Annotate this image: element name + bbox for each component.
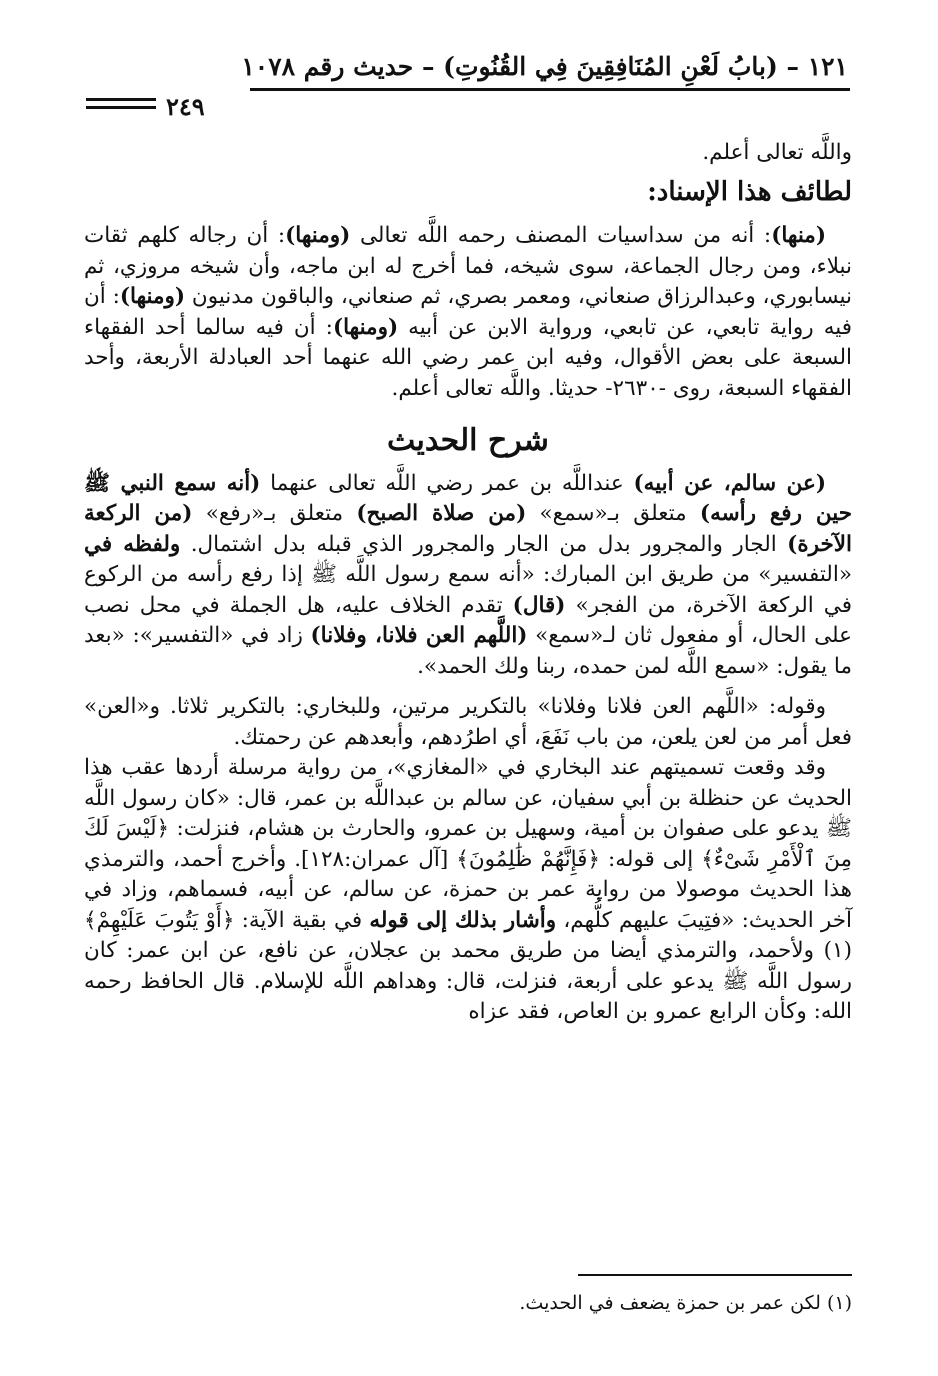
- closing-line: واللَّه تعالى أعلم.: [702, 140, 852, 165]
- sharh-text: عنداللَّه بن عمر رضي اللَّه تعالى عنهما: [260, 470, 634, 496]
- footnote-rule: [578, 1274, 852, 1276]
- lead-marker: (ومنها): [332, 314, 399, 340]
- bold-phrase: (من الركعة الآخرة): [84, 501, 852, 557]
- sharh-paragraph-1: [84, 469, 852, 683]
- sharh-paragraph-2: وقوله: «اللَّهم العن فلانا وفلانا» بالتكرير مرتين، وللبخاري: بالتكرير ثلاثا. و«العن» فعل أمر من لعن يلعن، من باب نَفَعَ، أي اطرُدهم، وأبعدهم عن رحمتك.: [84, 694, 852, 750]
- lataif-text: : أن رجاله كلهم ثقات نبلاء، ومن رجال الجماعة، سوى شيخه، فما أخرج له ابن ماجه، وأن شيخه مروزي، ثم نيسابوري، وعبدالرزاق صنعاني، ومعمر بصري، ثم صنعاني، والباقون مدنيون: [84, 223, 852, 309]
- lataif-text: : أن فيه رواية تابعي، عن تابعي، ورواية الابن عن أبيه: [84, 284, 853, 340]
- lead-marker: (ومنها): [285, 223, 351, 248]
- sharh-text: متعلق بـ«رفع»: [192, 501, 357, 526]
- section-title-lataif: لطائف هذا الإسناد:: [647, 176, 852, 207]
- sharh-text: الجار والمجرور بدل من الجار والمجرور الذي قبله بدل اشتمال.: [180, 531, 788, 557]
- header-rule: [250, 88, 850, 91]
- sharh-text: في بقية الآية: ﴿أَوْ يَتُوبَ عَلَيْهِمْ﴾(١) ولأحمد، والترمذي أيضا من طريق محمد بن عجلان، عن نافع، عن ابن عمر: كان رسول اللَّه ﷺ يدعو على أربعة، فنزلت، قال: وهداهم اللَّه للإسلام. قال الحافظ رحمه الله: وكأن الرابع عمرو بن العاص، فقد عزاه: [84, 907, 852, 1024]
- bold-phrase: وأشار بذلك إلى قوله: [369, 907, 557, 933]
- bold-phrase: (عن سالم، عن أبيه): [633, 470, 826, 496]
- sharh-text: «التفسير» من طريق ابن المبارك: «أنه سمع رسول اللَّه ﷺ إذا رفع رأسه من الركوع في الركعة الآخرة، من الفجر»: [84, 562, 852, 618]
- lead-marker: (منها): [771, 223, 826, 248]
- running-header-title: ١٢١ – (بابُ لَعْنِ المُنَافِقِينَ فِي القُنُوتِ) – حديث رقم ١٠٧٨: [241, 52, 848, 81]
- bold-phrase: (قال): [512, 592, 566, 618]
- sharh-text: تقدم الخلاف عليه، هل الجملة في محل نصب على الحال، أو مفعول ثان لـ«سمع»: [84, 592, 852, 648]
- sharh-title: شرح الحديث: [387, 423, 549, 458]
- sharh-text: متعلق بـ«سمع»: [526, 501, 700, 526]
- bold-phrase: (اللَّهم العن فلانا، وفلانا): [310, 623, 528, 648]
- bold-phrase: (أنه سمع النبي ﷺ حين رفع رأسه): [84, 470, 852, 526]
- lataif-text: : أن فيه سالما أحد الفقهاء السبعة على بعض الأقوال، وفيه ابن عمر رضي الله عنهما أحد العبادلة الأربعة، وأحد الفقهاء السبعة، روى -٢٦٣٠- حديثا. واللَّه تعالى أعلم.: [84, 314, 852, 401]
- lataif-paragraph: [84, 221, 852, 404]
- sharh-text: زاد في «التفسير»: «بعد ما يقول: «سمع اللَّه لمن حمده، ربنا ولك الحمد».: [84, 623, 852, 679]
- sharh-paragraph-3: [84, 753, 852, 1028]
- page-number-block: [86, 94, 246, 120]
- sharh-text: وقد وقعت تسميتهم عند البخاري في «المغازي»، من رواية مرسلة أردها عقب هذا الحديث عن حنظلة بن أبي سفيان، عن سالم بن عبداللَّه بن عمر، قال: «كان رسول اللَّه ﷺ يدعو على صفوان بن أمية، وسهيل بن عمرو، والحارث بن هشام، فنزلت: ﴿لَيْسَ لَكَ مِنَ ٱلْأَمْرِ شَىْءٌ﴾ إلى قوله: ﴿فَإِنَّهُمْ ظَٰلِمُونَ﴾ [آل عمران:١٢٨]. وأخرج أحمد، والترمذي هذا الحديث موصولا من رواية عمر بن حمزة، عن سالم، عن أبيه، فسماهم، وزاد في آخر الحديث: «فتِيبَ عليهم كلُّهم،: [84, 755, 853, 933]
- footnote: (١) لكن عمر بن حمزة يضعف في الحديث.: [519, 1292, 852, 1314]
- lataif-text: : أنه من سداسيات المصنف رحمه اللَّه تعالى: [359, 223, 772, 248]
- page-number: ٢٤٩: [166, 92, 205, 121]
- lead-marker: (ومنها): [119, 284, 186, 309]
- bold-phrase: (من صلاة الصبح): [356, 501, 527, 526]
- double-rule-ornament: [86, 98, 156, 114]
- main-text: [84, 138, 852, 1028]
- bold-phrase: ولفظه في: [84, 531, 181, 557]
